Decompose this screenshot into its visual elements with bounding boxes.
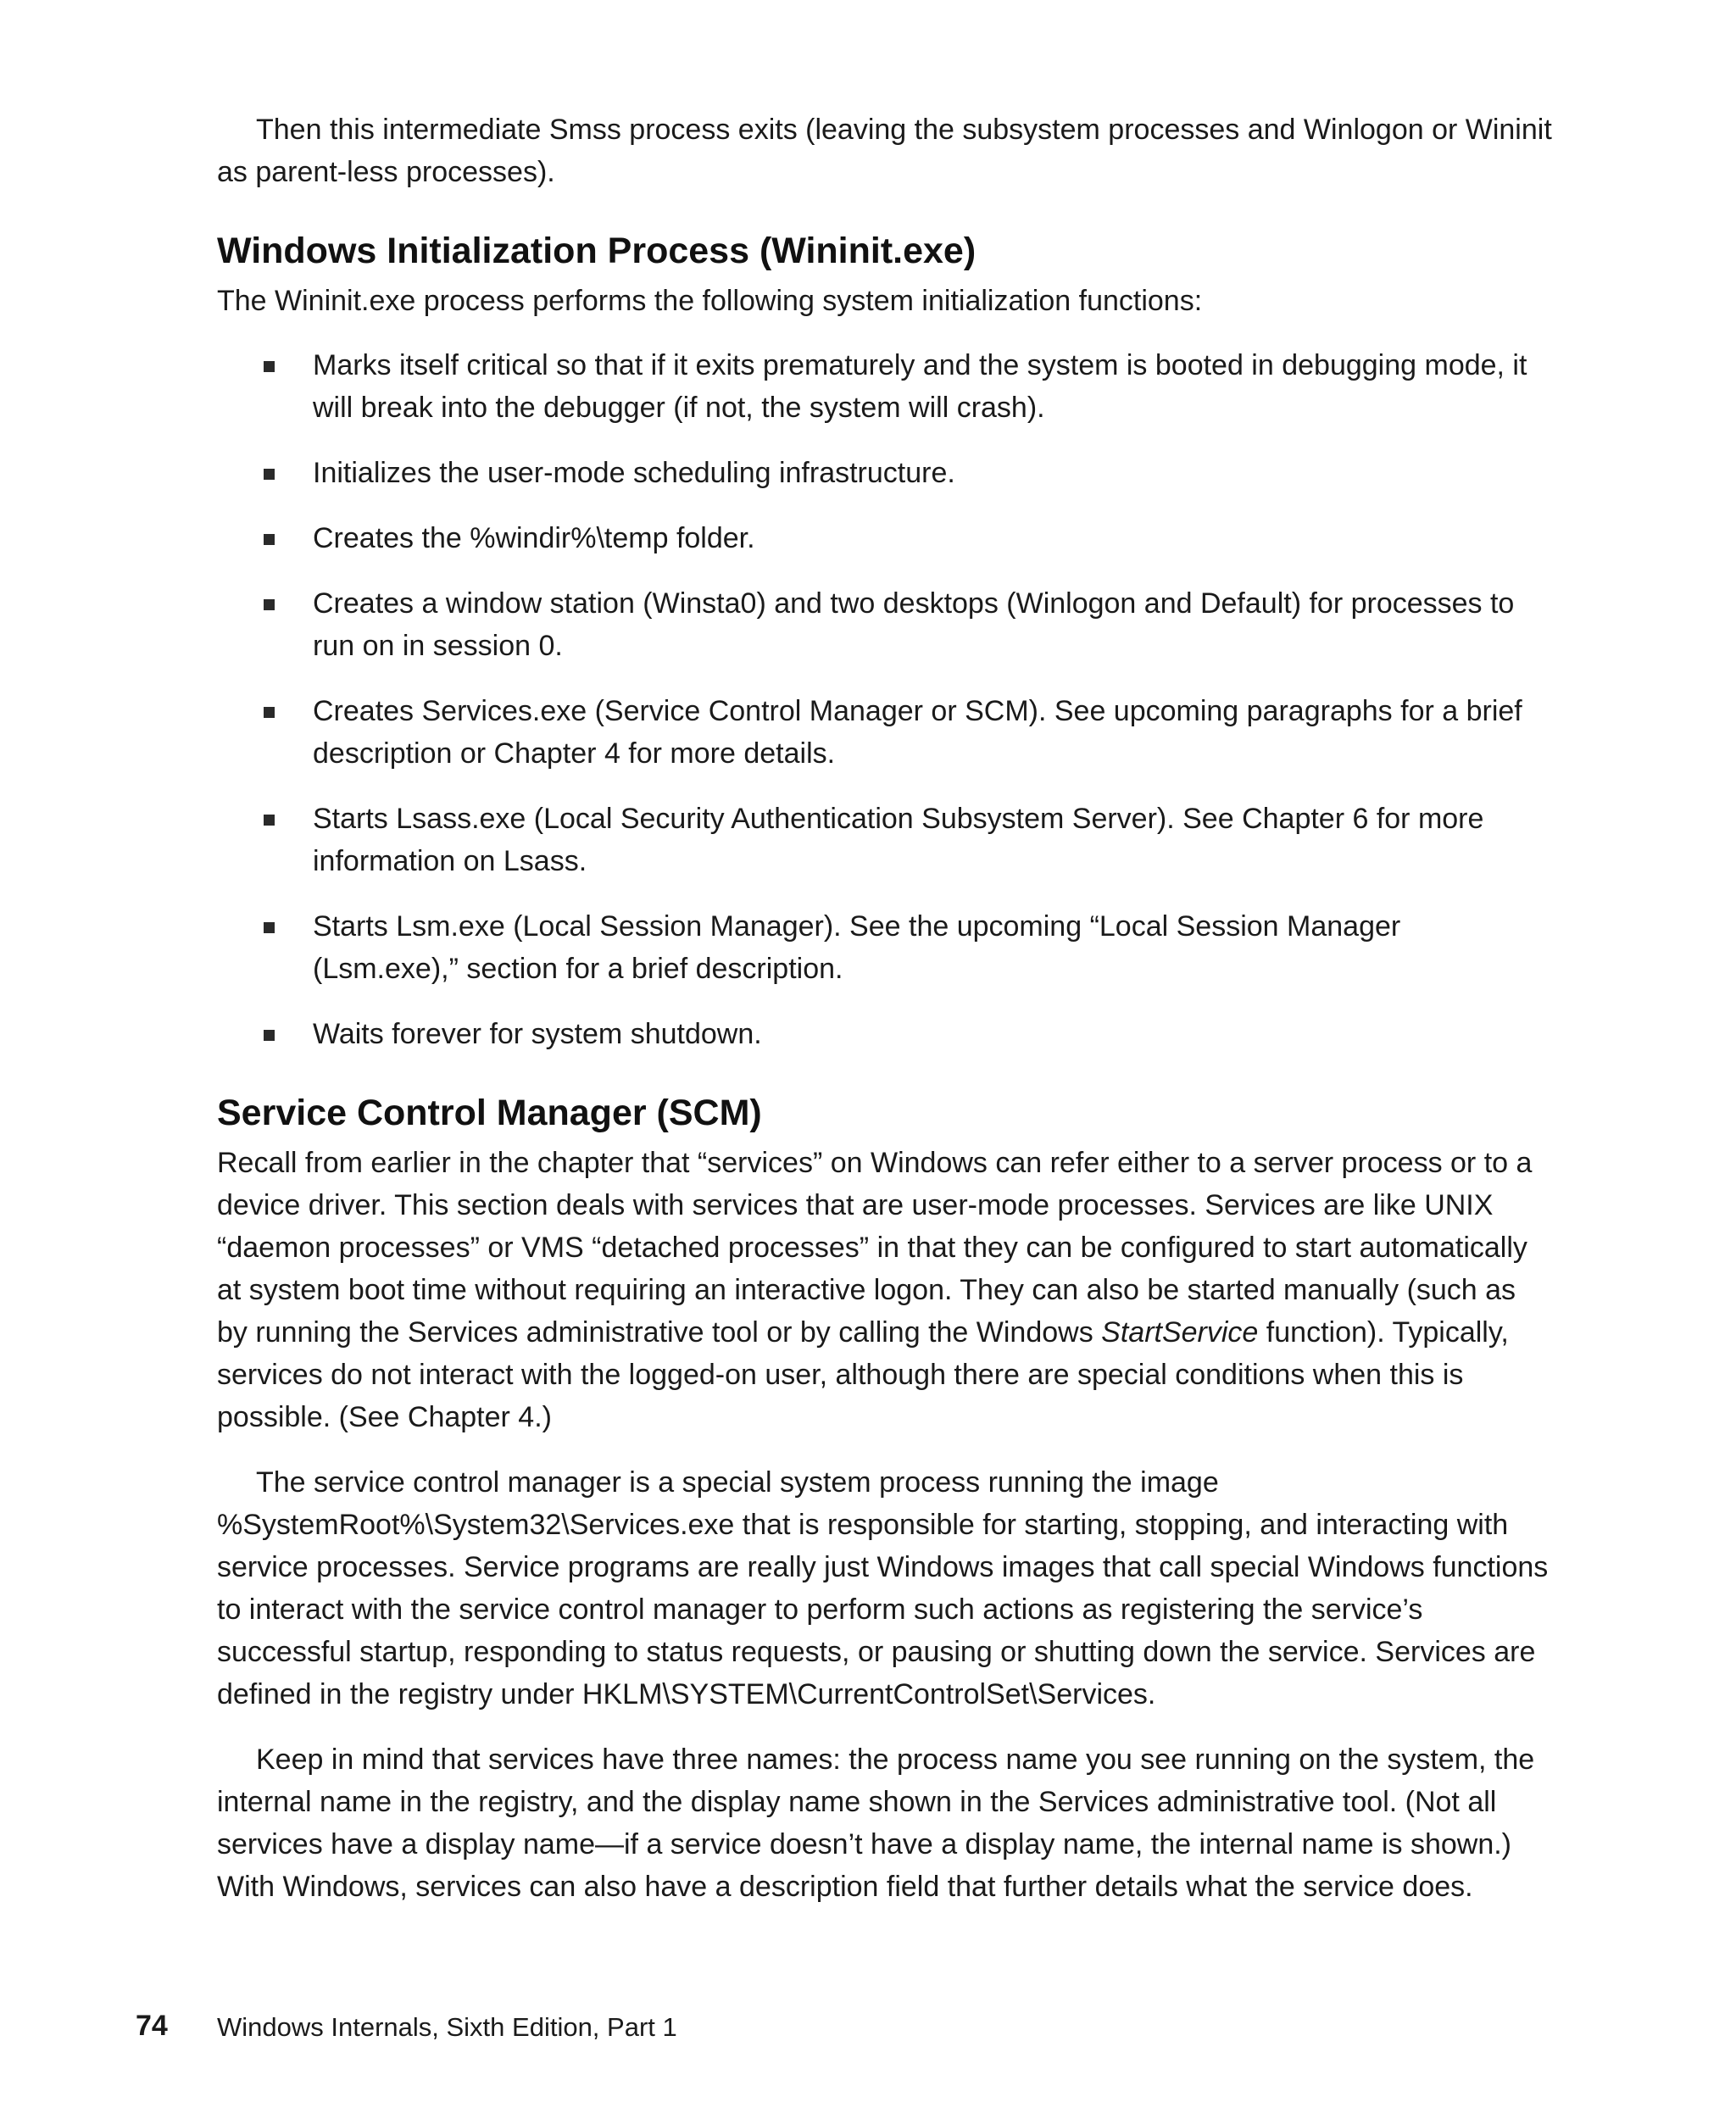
list-item	[217, 690, 1553, 775]
square-bullet-icon	[264, 922, 275, 933]
scm-paragraph-1	[217, 1142, 1553, 1438]
square-bullet-icon	[264, 815, 275, 826]
list-item-text: Waits forever for system shutdown.	[313, 1018, 762, 1050]
list-item-text: Initializes the user-mode scheduling infrastructure.	[313, 457, 955, 489]
section-lead-paragraph: The Wininit.exe process performs the following system initialization functions:	[217, 285, 1203, 317]
section-heading-wininit: Windows Initialization Process (Wininit.exe)	[217, 231, 976, 271]
square-bullet-icon	[264, 1030, 275, 1041]
intro-paragraph: Then this intermediate Smss process exits (leaving the subsystem processes and Winlogon or Wininit as parent-less processes).	[217, 114, 1552, 188]
square-bullet-icon	[264, 599, 275, 610]
list-item-text: Creates a window station (Winsta0) and two desktops (Winlogon and Default) for processes to run on in session 0.	[313, 587, 1515, 662]
scm-paragraph-3: Keep in mind that services have three names: the process name you see running on the system, the internal name in the registry, and the display name shown in the Services administrative tool. (Not all services have a display name—if a service doesn’t have a display name, the internal name is shown.) With Windows, services can also have a description field that further details what the service does.	[217, 1744, 1535, 1903]
page-number: 74	[136, 2010, 168, 2042]
list-item-text: Marks itself critical so that if it exits prematurely and the system is booted in debugging mode, it will break into the debugger (if not, the system will crash).	[313, 349, 1527, 424]
square-bullet-icon	[264, 707, 275, 718]
scm-paragraph-1-text-a: Recall from earlier in the chapter that “services” on Windows can refer either to a server process or to a device driver. This section deals with services that are user-mode processes. Services are like UNIX “daemon processes” or VMS “detached processes” in that they can be configured to start automatically at system boot time without requiring an interactive logon. They can also be started manually (such as by running the Services administrative tool or by calling the Windows	[217, 1147, 1533, 1349]
square-bullet-icon	[264, 469, 275, 480]
section-heading-scm: Service Control Manager (SCM)	[217, 1093, 762, 1133]
list-item-text: Starts Lsass.exe (Local Security Authentication Subsystem Server). See Chapter 6 for more information on Lsass.	[313, 803, 1484, 877]
scm-paragraph-2: The service control manager is a special system process running the image %SystemRoot%\System32\Services.exe that is responsible for starting, stopping, and interacting with service processes. Service programs are really just Windows images that call special Windows functions to interact with the service control manager to perform such actions as registering the service’s successful startup, responding to status requests, or pausing or shutting down the service. Services are defined in the registry under HKLM\SYSTEM\CurrentControlSet\Services.	[217, 1466, 1549, 1710]
page-body	[217, 108, 1553, 1908]
list-item-text: Creates Services.exe (Service Control Manager or SCM). See upcoming paragraphs for a brief description or Chapter 4 for more details.	[313, 695, 1522, 770]
list-item	[217, 905, 1553, 990]
running-footer-title: Windows Internals, Sixth Edition, Part 1	[217, 2012, 677, 2042]
square-bullet-icon	[264, 361, 275, 372]
list-item	[217, 798, 1553, 882]
list-item-text: Creates the %windir%\temp folder.	[313, 522, 755, 554]
list-item	[217, 582, 1553, 667]
list-item	[217, 1013, 1553, 1055]
list-item	[217, 517, 1553, 559]
square-bullet-icon	[264, 534, 275, 545]
startservice-function-name: StartService	[1101, 1316, 1259, 1349]
list-item	[217, 344, 1553, 429]
scm-paragraph-1-text-b: function). Typically, services do not interact with the logged-on user, although there are special conditions when this is possible. (See Chapter 4.)	[217, 1316, 1509, 1433]
wininit-functions-list	[217, 344, 1553, 1055]
list-item-text: Starts Lsm.exe (Local Session Manager). See the upcoming “Local Session Manager (Lsm.exe),” section for a brief description.	[313, 910, 1401, 985]
list-item	[217, 452, 1553, 494]
